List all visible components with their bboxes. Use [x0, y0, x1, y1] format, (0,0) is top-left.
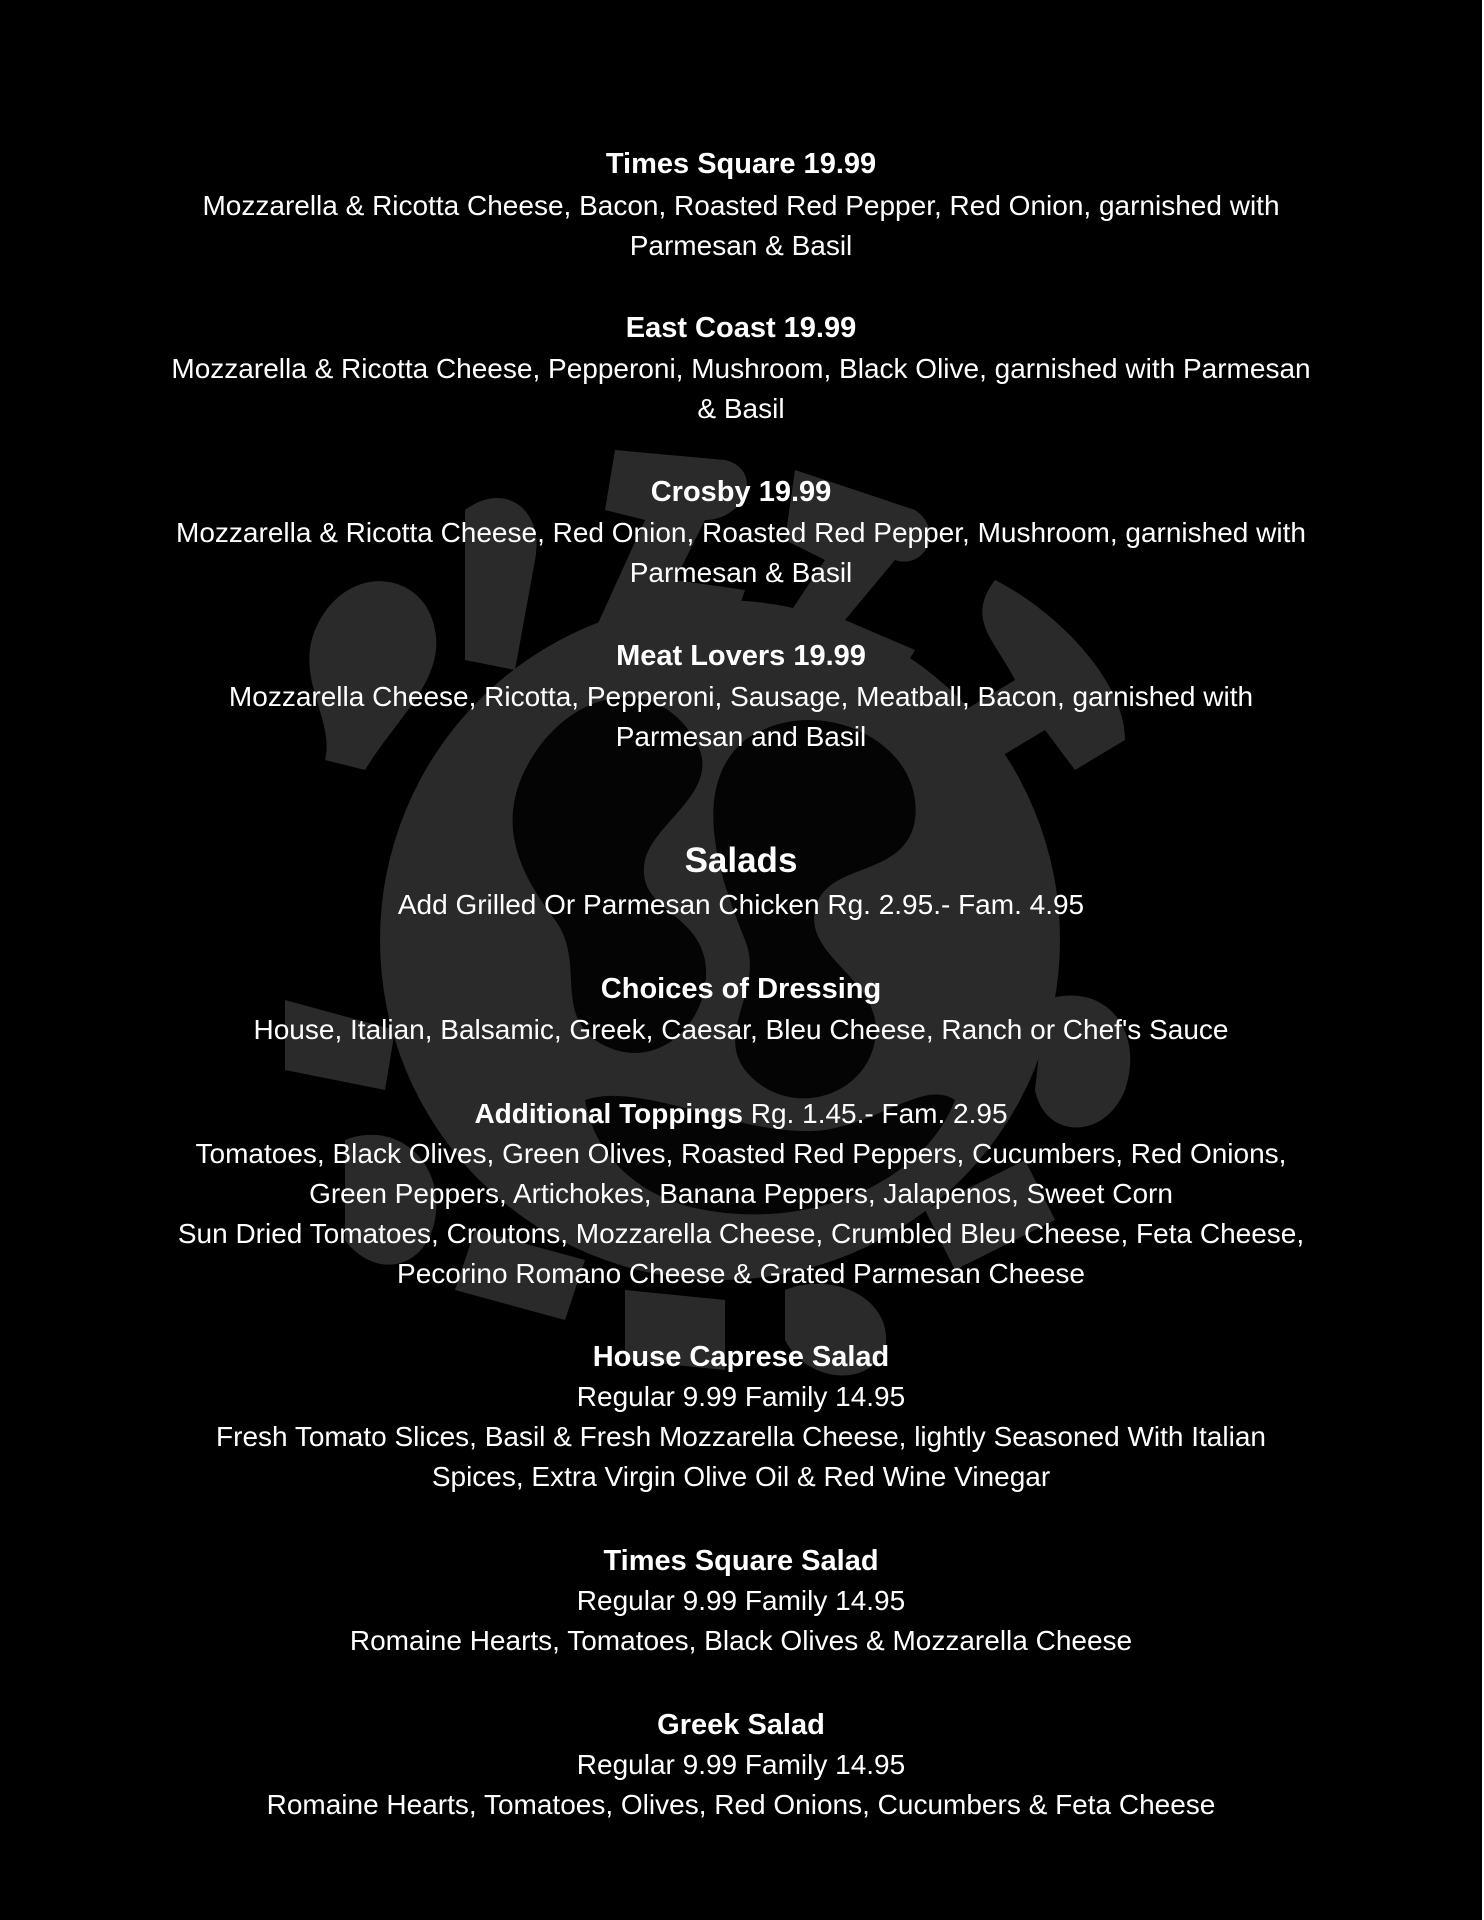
- salad-price: Regular 9.99 Family 14.95: [576, 1585, 906, 1616]
- pizza-description-line: Mozzarella & Ricotta Cheese, Bacon, Roasted Red Pepper, Red Onion, garnished with: [202, 190, 1280, 221]
- pizza-title: Crosby 19.99: [650, 476, 832, 508]
- pizza-description-line: Mozzarella & Ricotta Cheese, Red Onion, Roasted Red Pepper, Mushroom, garnished with: [176, 517, 1306, 548]
- salad-description-line: Spices, Extra Virgin Olive Oil & Red Wine Vinegar: [431, 1461, 1051, 1492]
- pizza-description-line: Parmesan & Basil: [629, 230, 853, 261]
- toppings-heading: [0, 1094, 1482, 1134]
- pizza-title: East Coast 19.99: [625, 312, 857, 344]
- toppings-line: Sun Dried Tomatoes, Croutons, Mozzarella Cheese, Crumbled Bleu Cheese, Feta Cheese,: [177, 1218, 1305, 1249]
- pizza-description-line: & Basil: [697, 393, 785, 424]
- pizza-description-line: Parmesan and Basil: [615, 721, 867, 752]
- toppings-line: Tomatoes, Black Olives, Green Olives, Roasted Red Peppers, Cucumbers, Red Onions,: [195, 1138, 1287, 1169]
- pizza-title: Times Square 19.99: [605, 148, 877, 180]
- salad-price: Regular 9.99 Family 14.95: [576, 1749, 906, 1780]
- toppings-title: Additional Toppings: [474, 1098, 743, 1129]
- salad-description-line: Romaine Hearts, Tomatoes, Olives, Red Onions, Cucumbers & Feta Cheese: [266, 1789, 1216, 1820]
- pizza-title: Meat Lovers 19.99: [616, 640, 866, 672]
- salads-subtitle: Add Grilled Or Parmesan Chicken Rg. 2.95.- Fam. 4.95: [397, 889, 1085, 920]
- pizza-description-line: Mozzarella Cheese, Ricotta, Pepperoni, Sausage, Meatball, Bacon, garnished with: [228, 681, 1254, 712]
- salads-section-title: Salads: [684, 841, 798, 880]
- salad-title: Times Square Salad: [603, 1545, 879, 1577]
- toppings-line: Green Peppers, Artichokes, Banana Peppers, Jalapenos, Sweet Corn: [309, 1178, 1173, 1209]
- toppings-price: Rg. 1.45.- Fam. 2.95: [742, 1098, 1008, 1129]
- salad-title: House Caprese Salad: [592, 1341, 890, 1373]
- pizza-description-line: Parmesan & Basil: [629, 557, 853, 588]
- salad-price: Regular 9.99 Family 14.95: [576, 1381, 906, 1412]
- salad-description-line: Romaine Hearts, Tomatoes, Black Olives & Mozzarella Cheese: [349, 1625, 1133, 1656]
- salad-description-line: Fresh Tomato Slices, Basil & Fresh Mozzarella Cheese, lightly Seasoned With Italian: [216, 1421, 1266, 1452]
- salad-title: Greek Salad: [657, 1709, 825, 1741]
- dressing-list: House, Italian, Balsamic, Greek, Caesar, Bleu Cheese, Ranch or Chef's Sauce: [253, 1014, 1229, 1045]
- pizza-description-line: Mozzarella & Ricotta Cheese, Pepperoni, Mushroom, Black Olive, garnished with Parmesan: [171, 353, 1311, 384]
- toppings-line: Pecorino Romano Cheese & Grated Parmesan Cheese: [397, 1258, 1085, 1289]
- dressing-title: Choices of Dressing: [600, 973, 882, 1005]
